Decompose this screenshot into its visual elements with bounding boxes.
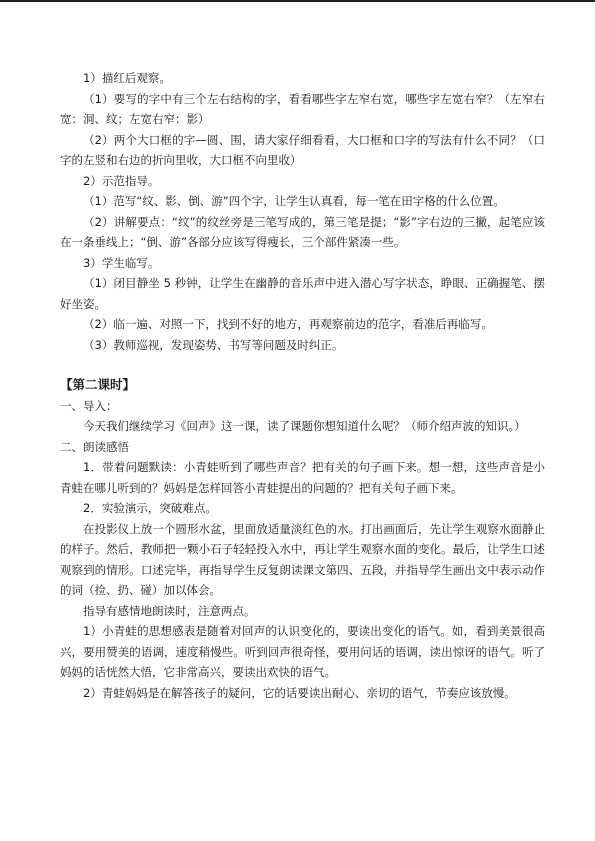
paragraph: 2）示范指导。 [83, 173, 160, 188]
document-body [60, 68, 545, 703]
section-gap [60, 355, 545, 375]
paragraph: 指导有感情地朗读时，注意两点。 [83, 603, 256, 618]
paragraph: 2）青蛙妈妈是在解答孩子的疑问，它的话要读出耐心、亲切的语气，节奏应该放慢。 [83, 685, 516, 700]
paragraph: （2）讲解要点：“纹”的纹丝旁是三笔写成的，第三笔是提；“影”字右边的三撇，起笔应该在一条垂线上；“倒、游”各部分应该写得瘦长，三个部件紧凑一些。 [60, 214, 545, 249]
paragraph: 3）学生临写。 [83, 255, 160, 270]
paragraph: （1）范写“纹、影、倒、游”四个字，让学生认真看，每一笔在田字格的什么位置。 [83, 194, 505, 208]
lesson-heading: 【第二课时】 [60, 377, 136, 392]
header-rule [0, 0, 595, 2]
paragraph: （2）两个大口框的字—圆、围，请大家仔细看看，大口框和口字的写法有什么不同？（口字的左竖和右边的折向里收，大口框不向里收） [60, 132, 545, 167]
paragraph: 1）小青蛙的思想感表是随着对回声的认识变化的，要读出变化的语气。如，看到美景很高兴，要用赞美的语调，速度稍慢些。听到回声很奇怪，要用问话的语调，读出惊讶的语气。听了妈妈的话恍然大悟，它非常高兴，要读出欢快的语气。 [60, 624, 545, 679]
paragraph: （3）教师巡视，发现姿势、书写等问题及时纠正。 [83, 337, 344, 352]
section-title: 一、导入： [60, 398, 118, 413]
paragraph: （1）要写的字中有三个左右结构的字，看看哪些字左窄右宽，哪些字左宽右窄？（左窄右宽：洞、纹；左宽右窄：影） [60, 91, 545, 126]
paragraph: （2）临一遍、对照一下，找到不好的地方，再观察前边的范字，看准后再临写。 [83, 317, 493, 331]
paragraph: 在投影仪上放一个圆形水盆，里面放适量淡红色的水。打出画面后，先让学生观察水面静止的样子。然后，教师把一颗小石子轻轻投入水中，再让学生观察水面的变化。最后，让学生口述观察到的情形。口述完毕，再指导学生反复朗读课文第四、五段，并指导学生画出文中表示动作的词（捡、扔、碰）加以体会。 [60, 521, 545, 597]
paragraph: 今天我们继续学习《回声》这一课，读了课题你想知道什么呢？（师介绍声波的知识。） [83, 419, 526, 433]
paragraph: 2．实验演示，突破难点。 [83, 501, 217, 515]
section-title: 二、朗读感悟 [60, 439, 129, 454]
paragraph: （1）闭目静坐 5 秒钟，让学生在幽静的音乐声中进入潜心写字状态，睁眼、正确握笔、摆好坐姿。 [60, 276, 545, 311]
paragraph: 1．带着问题默读：小青蛙听到了哪些声音？把有关的句子画下来。想一想，这些声音是小青蛙在哪儿听到的？妈妈是怎样回答小青蛙提出的问题的？把有关句子画下来。 [60, 460, 545, 495]
paragraph: 1）描红后观察。 [83, 71, 171, 85]
